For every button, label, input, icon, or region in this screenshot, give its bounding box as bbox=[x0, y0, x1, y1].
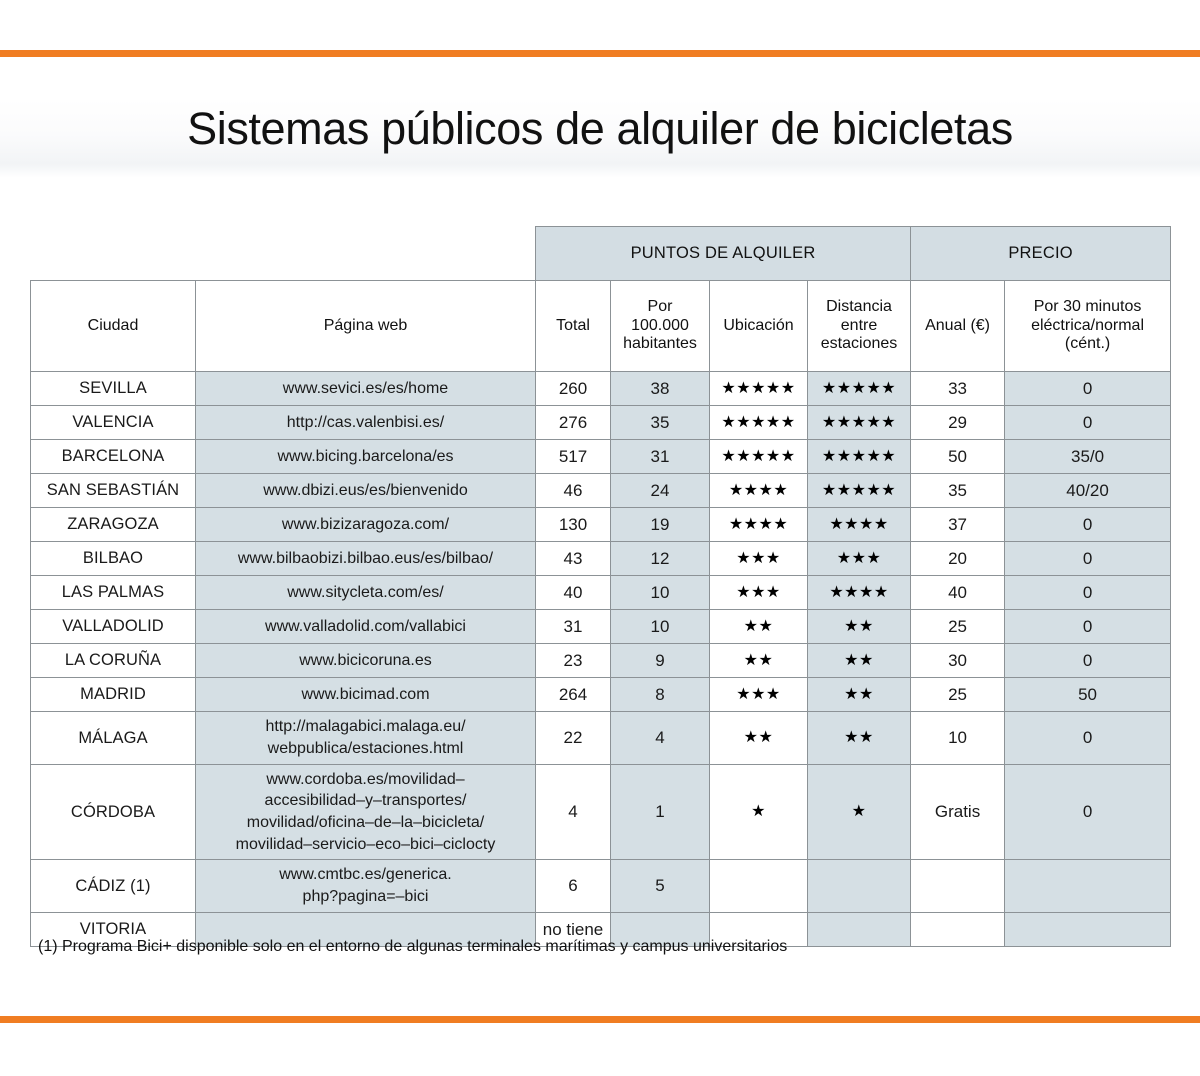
cell-por-100000-habitantes: 5 bbox=[611, 860, 710, 913]
cell-anual: 50 bbox=[911, 440, 1005, 474]
star-rating: ★★ bbox=[844, 617, 874, 635]
table-row bbox=[31, 712, 1171, 765]
top-accent-rule bbox=[0, 50, 1200, 57]
cell-precio-30-minutos: 0 bbox=[1005, 372, 1171, 406]
cell-precio-30-minutos: 0 bbox=[1005, 644, 1171, 678]
cell-ciudad: BARCELONA bbox=[31, 440, 196, 474]
cell-distancia bbox=[808, 644, 911, 678]
cell-por-100000-habitantes: 4 bbox=[611, 712, 710, 765]
cell-anual: 10 bbox=[911, 712, 1005, 765]
cell-pagina-web: www.bicimad.com bbox=[196, 678, 536, 712]
table-body bbox=[31, 372, 1171, 947]
cell-por-100000-habitantes: 19 bbox=[611, 508, 710, 542]
cell-por-100000-habitantes: 38 bbox=[611, 372, 710, 406]
cell-distancia bbox=[808, 913, 911, 947]
cell-distancia bbox=[808, 765, 911, 860]
star-rating: ★★★★ bbox=[829, 515, 889, 533]
cell-ciudad: MADRID bbox=[31, 678, 196, 712]
cell-distancia bbox=[808, 440, 911, 474]
table-row bbox=[31, 508, 1171, 542]
cell-precio-30-minutos: 0 bbox=[1005, 712, 1171, 765]
cell-total: 6 bbox=[536, 860, 611, 913]
group-header-spacer-web bbox=[196, 227, 536, 281]
cell-ciudad: BILBAO bbox=[31, 542, 196, 576]
cell-ubicacion bbox=[710, 765, 808, 860]
cell-precio-30-minutos: 50 bbox=[1005, 678, 1171, 712]
cell-ciudad: VITORIA bbox=[31, 913, 196, 947]
cell-ubicacion bbox=[710, 542, 808, 576]
cell-distancia bbox=[808, 372, 911, 406]
page-title: Sistemas públicos de alquiler de bicicletas bbox=[187, 103, 1013, 154]
cell-precio-30-minutos: 0 bbox=[1005, 765, 1171, 860]
cell-precio-30-minutos: 0 bbox=[1005, 542, 1171, 576]
cell-ciudad: CÓRDOBA bbox=[31, 765, 196, 860]
column-header-line-2: entre bbox=[840, 316, 878, 334]
cell-ciudad: VALENCIA bbox=[31, 406, 196, 440]
cell-ciudad: SEVILLA bbox=[31, 372, 196, 406]
cell-precio-30-minutos: 0 bbox=[1005, 508, 1171, 542]
cell-total: 22 bbox=[536, 712, 611, 765]
cell-anual: 30 bbox=[911, 644, 1005, 678]
cell-pagina-web: www.valladolid.com/vallabici bbox=[196, 610, 536, 644]
star-rating: ★★★★★ bbox=[721, 379, 796, 397]
cell-anual: 33 bbox=[911, 372, 1005, 406]
column-header-anual-euro: Anual (€) bbox=[911, 281, 1005, 372]
star-rating: ★ bbox=[851, 803, 867, 820]
cell-distancia bbox=[808, 406, 911, 440]
bike-sharing-table-container bbox=[30, 226, 1170, 947]
star-rating: ★★ bbox=[743, 729, 774, 746]
cell-pagina-web: http://cas.valenbisi.es/ bbox=[196, 406, 536, 440]
star-rating: ★★★★★ bbox=[721, 413, 796, 431]
table-row bbox=[31, 406, 1171, 440]
cell-por-100000-habitantes: 10 bbox=[611, 576, 710, 610]
cell-pagina-web: http://malagabici.malaga.eu/ webpublica/estaciones.html bbox=[196, 712, 536, 765]
cell-anual: 40 bbox=[911, 576, 1005, 610]
cell-por-100000-habitantes: 24 bbox=[611, 474, 710, 508]
column-header-line-1: Por 30 minutos bbox=[1033, 297, 1142, 315]
column-header-por-100000-habitantes bbox=[611, 281, 710, 372]
column-header-line-3: habitantes bbox=[623, 335, 697, 353]
star-rating: ★★ bbox=[743, 617, 774, 635]
cell-ciudad: VALLADOLID bbox=[31, 610, 196, 644]
cell-precio-30-minutos: 0 bbox=[1005, 610, 1171, 644]
column-header-distancia-entre-estaciones bbox=[808, 281, 911, 372]
star-rating: ★★★★★ bbox=[821, 413, 897, 431]
group-header-precio: PRECIO bbox=[911, 227, 1171, 281]
column-header-ciudad: Ciudad bbox=[31, 281, 196, 372]
table-row bbox=[31, 678, 1171, 712]
cell-distancia bbox=[808, 542, 911, 576]
cell-anual bbox=[911, 913, 1005, 947]
cell-distancia bbox=[808, 576, 911, 610]
table-row bbox=[31, 542, 1171, 576]
cell-total: 4 bbox=[536, 765, 611, 860]
cell-ciudad: LAS PALMAS bbox=[31, 576, 196, 610]
column-header-line-3: (cént.) bbox=[1064, 335, 1111, 353]
cell-anual: 29 bbox=[911, 406, 1005, 440]
cell-ciudad: LA CORUÑA bbox=[31, 644, 196, 678]
cell-distancia bbox=[808, 610, 911, 644]
star-rating: ★★ bbox=[844, 685, 874, 703]
cell-pagina-web: www.bicicoruna.es bbox=[196, 644, 536, 678]
column-header-por-30-minutos bbox=[1005, 281, 1171, 372]
cell-precio-30-minutos: 0 bbox=[1005, 406, 1171, 440]
cell-total: no tiene bbox=[536, 913, 611, 947]
cell-ubicacion bbox=[710, 372, 808, 406]
bottom-accent-rule bbox=[0, 1016, 1200, 1023]
cell-anual: 25 bbox=[911, 610, 1005, 644]
cell-por-100000-habitantes: 1 bbox=[611, 765, 710, 860]
cell-pagina-web: www.sevici.es/es/home bbox=[196, 372, 536, 406]
cell-distancia bbox=[808, 474, 911, 508]
cell-precio-30-minutos bbox=[1005, 913, 1171, 947]
cell-ubicacion bbox=[710, 406, 808, 440]
table-row bbox=[31, 860, 1171, 913]
cell-distancia bbox=[808, 678, 911, 712]
cell-ciudad: SAN SEBASTIÁN bbox=[31, 474, 196, 508]
cell-ciudad: CÁDIZ (1) bbox=[31, 860, 196, 913]
cell-total: 46 bbox=[536, 474, 611, 508]
cell-total: 264 bbox=[536, 678, 611, 712]
cell-por-100000-habitantes: 8 bbox=[611, 678, 710, 712]
column-header-row bbox=[31, 281, 1171, 372]
star-rating: ★★★ bbox=[836, 549, 882, 567]
star-rating: ★★★ bbox=[736, 685, 781, 703]
cell-ubicacion bbox=[710, 610, 808, 644]
cell-precio-30-minutos: 40/20 bbox=[1005, 474, 1171, 508]
cell-anual: 20 bbox=[911, 542, 1005, 576]
star-rating: ★★★★ bbox=[728, 515, 789, 533]
cell-total: 130 bbox=[536, 508, 611, 542]
cell-por-100000-habitantes: 9 bbox=[611, 644, 710, 678]
cell-por-100000-habitantes: 35 bbox=[611, 406, 710, 440]
cell-precio-30-minutos: 35/0 bbox=[1005, 440, 1171, 474]
cell-anual bbox=[911, 860, 1005, 913]
cell-total: 31 bbox=[536, 610, 611, 644]
column-header-ubicacion: Ubicación bbox=[710, 281, 808, 372]
group-header-spacer-ciudad bbox=[31, 227, 196, 281]
column-header-line-3: estaciones bbox=[820, 335, 898, 353]
star-rating: ★★★★★ bbox=[821, 447, 897, 465]
column-header-line-1: Por bbox=[647, 297, 673, 315]
star-rating: ★★★★★ bbox=[721, 447, 796, 465]
group-header-puntos-de-alquiler: PUNTOS DE ALQUILER bbox=[536, 227, 911, 281]
table-row bbox=[31, 474, 1171, 508]
star-rating: ★★★★★ bbox=[821, 379, 897, 397]
cell-por-100000-habitantes: 10 bbox=[611, 610, 710, 644]
table-row bbox=[31, 644, 1171, 678]
footnote: (1) Programa Bici+ disponible solo en el entorno de algunas terminales marítimas y campus universitarios bbox=[38, 938, 788, 955]
cell-ubicacion bbox=[710, 440, 808, 474]
star-rating: ★ bbox=[751, 803, 766, 820]
star-rating: ★★★★ bbox=[829, 583, 889, 601]
star-rating: ★★ bbox=[844, 651, 874, 669]
cell-total: 260 bbox=[536, 372, 611, 406]
cell-ciudad: MÁLAGA bbox=[31, 712, 196, 765]
cell-total: 43 bbox=[536, 542, 611, 576]
cell-ubicacion bbox=[710, 576, 808, 610]
column-header-line-1: Distancia bbox=[826, 297, 892, 315]
column-header-line-2: eléctrica/normal bbox=[1031, 316, 1145, 334]
cell-pagina-web: www.dbizi.eus/es/bienvenido bbox=[196, 474, 536, 508]
star-rating: ★★★★ bbox=[728, 481, 789, 499]
group-header-row bbox=[31, 227, 1171, 281]
cell-precio-30-minutos: 0 bbox=[1005, 576, 1171, 610]
cell-anual: 37 bbox=[911, 508, 1005, 542]
table-row bbox=[31, 576, 1171, 610]
cell-anual: Gratis bbox=[911, 765, 1005, 860]
table-row bbox=[31, 440, 1171, 474]
cell-ubicacion bbox=[710, 508, 808, 542]
star-rating: ★★★ bbox=[736, 583, 781, 601]
cell-total: 276 bbox=[536, 406, 611, 440]
star-rating: ★★★★★ bbox=[821, 481, 897, 499]
cell-distancia bbox=[808, 712, 911, 765]
cell-anual: 25 bbox=[911, 678, 1005, 712]
cell-pagina-web: www.bicing.barcelona/es bbox=[196, 440, 536, 474]
cell-pagina-web: www.bizizaragoza.com/ bbox=[196, 508, 536, 542]
cell-anual: 35 bbox=[911, 474, 1005, 508]
cell-total: 40 bbox=[536, 576, 611, 610]
cell-pagina-web: www.cordoba.es/movilidad– accesibilidad–y–transportes/ movilidad/oficina–de–la–bicicleta/ movilidad–servicio–eco–bici–ciclocty bbox=[196, 765, 536, 860]
table-row bbox=[31, 372, 1171, 406]
cell-ubicacion bbox=[710, 644, 808, 678]
cell-precio-30-minutos bbox=[1005, 860, 1171, 913]
column-header-line-2: 100.000 bbox=[631, 316, 689, 334]
cell-por-100000-habitantes: 31 bbox=[611, 440, 710, 474]
cell-ubicacion bbox=[710, 712, 808, 765]
bike-sharing-table bbox=[30, 226, 1171, 947]
table-row bbox=[31, 765, 1171, 860]
cell-pagina-web: www.cmtbc.es/generica. php?pagina=–bici bbox=[196, 860, 536, 913]
cell-ubicacion bbox=[710, 860, 808, 913]
cell-pagina-web: www.sitycleta.com/es/ bbox=[196, 576, 536, 610]
column-header-total: Total bbox=[536, 281, 611, 372]
cell-total: 517 bbox=[536, 440, 611, 474]
cell-por-100000-habitantes: 12 bbox=[611, 542, 710, 576]
column-header-pagina-web: Página web bbox=[196, 281, 536, 372]
cell-pagina-web: www.bilbaobizi.bilbao.eus/es/bilbao/ bbox=[196, 542, 536, 576]
cell-ciudad: ZARAGOZA bbox=[31, 508, 196, 542]
cell-total: 23 bbox=[536, 644, 611, 678]
star-rating: ★★ bbox=[743, 651, 774, 669]
cell-distancia bbox=[808, 508, 911, 542]
star-rating: ★★★ bbox=[736, 549, 781, 567]
cell-ubicacion bbox=[710, 678, 808, 712]
cell-ubicacion bbox=[710, 474, 808, 508]
table-row bbox=[31, 610, 1171, 644]
star-rating: ★★ bbox=[844, 729, 874, 746]
cell-distancia bbox=[808, 860, 911, 913]
